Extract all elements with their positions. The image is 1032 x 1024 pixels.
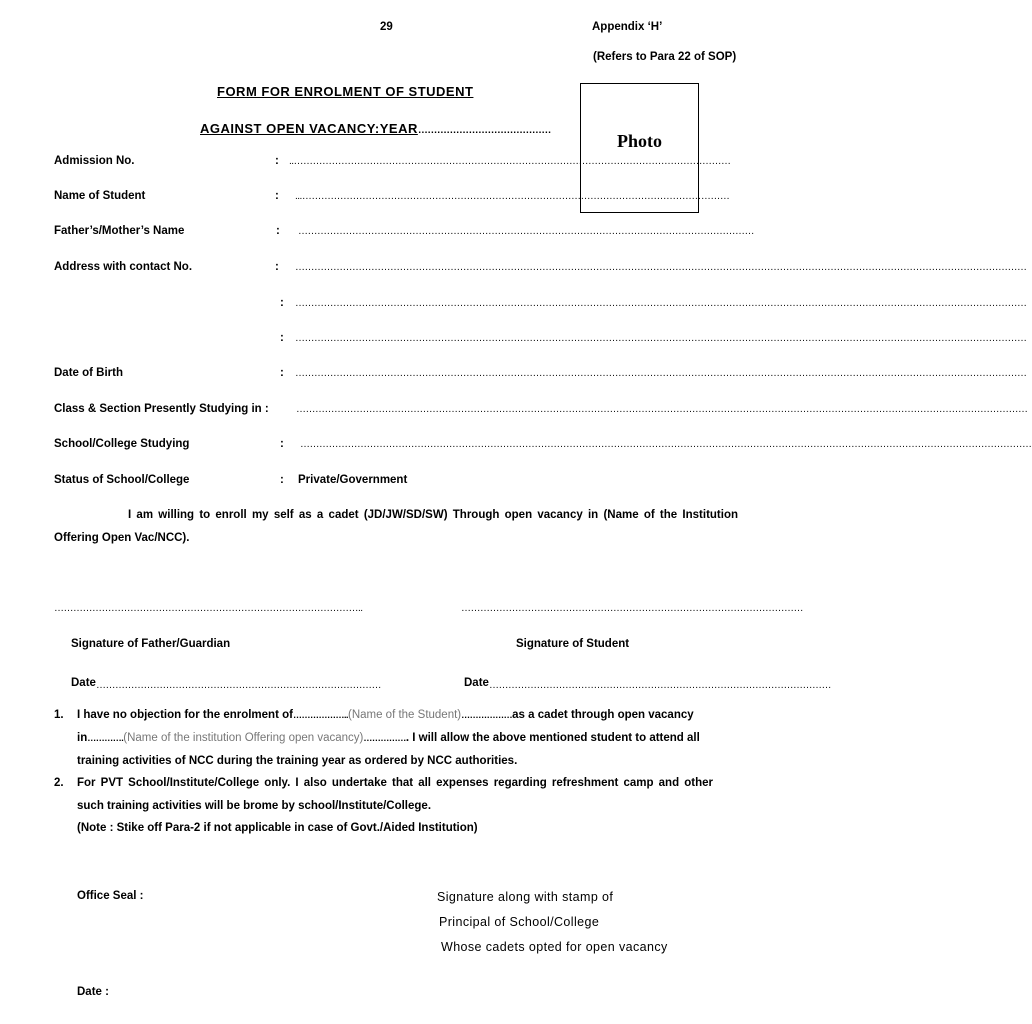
declaration-line-1: I am willing to enroll my self as a cadet (JD/JW/SD/SW) Through open vacancy in (Name of the Institution xyxy=(128,509,738,521)
guardian-date-field[interactable]: ……………………………………………………………………………… xyxy=(95,680,381,691)
student-signature-label: Signature of Student xyxy=(516,638,630,650)
note-text: (Note : Stike off Para-2 if not applicable in case of Govt./Aided Institution) xyxy=(77,822,478,834)
point-1-institution-blank[interactable]: …………. xyxy=(87,733,124,743)
student-name-field[interactable]: ...……………………………………………………………………………………………………………………… xyxy=(295,191,730,202)
point-1-institution-blank-2[interactable]: …………… xyxy=(363,733,406,743)
address-field-line-2[interactable]: …………………………………………………………………………………………………………………………………………………………………………………………………………… xyxy=(295,298,1027,309)
footer-date-label: Date : xyxy=(77,986,109,998)
school-field[interactable]: …………………………………………………………………………………………………………………………………………………………………………………………………………… xyxy=(300,439,1032,450)
year-blank[interactable]: …………………………………… xyxy=(417,125,551,136)
parent-name-label: Father’s/Mother’s Name xyxy=(54,225,185,237)
address-label: Address with contact No. xyxy=(54,261,193,273)
form-subtitle-text: AGAINST OPEN VACANCY:YEAR xyxy=(200,121,418,136)
admission-no-colon: : xyxy=(275,155,279,167)
form-subtitle xyxy=(200,120,551,138)
point-2-line-2: such training activities will be brome by school/Institute/College. xyxy=(77,800,432,812)
dob-colon: : xyxy=(280,367,284,379)
student-date-label: Date xyxy=(464,677,489,689)
point-2-number: 2. xyxy=(54,777,64,789)
point-1-text-a: I have no objection for the enrolment of xyxy=(77,709,293,721)
school-status-label: Status of School/College xyxy=(54,474,190,486)
declaration-line-2: Offering Open Vac/NCC). xyxy=(54,532,190,544)
photo-label: Photo xyxy=(617,131,662,151)
dob-field[interactable]: …………………………………………………………………………………………………………………………………………………………………………………………………………… xyxy=(295,368,1027,379)
point-1-line-3: training activities of NCC during the training year as ordered by NCC authorities. xyxy=(77,755,518,767)
point-1-in: in xyxy=(77,732,88,744)
guardian-signature-label: Signature of Father/Guardian xyxy=(71,638,231,650)
point-1-student-blank-2[interactable]: ……………… xyxy=(461,710,513,720)
guardian-date-label: Date xyxy=(71,677,96,689)
address-field-line-3[interactable]: …………………………………………………………………………………………………………………………………………………………………………………………………………… xyxy=(295,333,1027,344)
principal-signature-line-2: Principal of School/College xyxy=(439,915,600,929)
school-colon: : xyxy=(280,438,284,450)
dob-label: Date of Birth xyxy=(54,367,123,379)
address-colon-3: : xyxy=(280,332,284,344)
address-colon: : xyxy=(275,261,279,273)
sop-reference: (Refers to Para 22 of SOP) xyxy=(593,51,737,63)
principal-signature-line-1: Signature along with stamp of xyxy=(437,890,614,904)
point-1-student-name: (Name of the Student) xyxy=(347,709,462,721)
student-name-label: Name of Student xyxy=(54,190,146,202)
address-field-line-1[interactable]: …………………………………………………………………………………………………………………………………………………………………………………………………………… xyxy=(295,262,1027,273)
parent-name-colon: : xyxy=(276,225,280,237)
admission-no-label: Admission No. xyxy=(54,155,135,167)
guardian-date xyxy=(71,673,381,691)
student-signature-line[interactable]: ……………………………………………………………………………………………… xyxy=(461,603,803,614)
school-status-colon: : xyxy=(280,474,284,486)
principal-signature-line-3: Whose cadets opted for open vacancy xyxy=(441,940,668,954)
point-1-line-1 xyxy=(77,704,738,727)
point-1-text-c: . I will allow the above mentioned student to attend all xyxy=(405,732,700,744)
student-date-field[interactable]: ……………………………………………………………………………………………… xyxy=(488,680,831,691)
office-seal-label: Office Seal : xyxy=(77,890,144,902)
point-1-student-blank[interactable]: ……………….. xyxy=(292,710,348,720)
point-2-line-1: For PVT School/Institute/College only. I also undertake that all expenses regarding refreshment camp and other xyxy=(77,777,713,789)
page-number: 29 xyxy=(380,21,393,33)
point-1-text-b: as a cadet through open vacancy xyxy=(512,709,694,721)
point-1-line-2 xyxy=(77,727,742,750)
student-date xyxy=(464,673,831,691)
admission-no-field[interactable]: ..………………………………………………………………………………………………………………………… xyxy=(289,156,731,167)
point-1-number: 1. xyxy=(54,709,64,721)
school-label: School/College Studying xyxy=(54,438,190,450)
point-1-institution-name: (Name of the institution Offering open vacancy) xyxy=(123,732,364,744)
school-status-value[interactable]: Private/Government xyxy=(298,474,408,486)
student-name-colon: : xyxy=(275,190,279,202)
appendix-label: Appendix ‘H’ xyxy=(592,21,663,33)
guardian-signature-line[interactable]: …………………………………………………………………………………….. xyxy=(54,603,363,614)
parent-name-field[interactable]: ……………………………………………………………………………………………………………………………… xyxy=(298,226,754,237)
class-section-field[interactable]: …………………………………………………………………………………………………………………………………………………………………………………………………………… xyxy=(296,404,1028,415)
form-title: FORM FOR ENROLMENT OF STUDENT xyxy=(217,84,474,99)
address-colon-2: : xyxy=(280,297,284,309)
class-section-label: Class & Section Presently Studying in : xyxy=(54,403,269,415)
